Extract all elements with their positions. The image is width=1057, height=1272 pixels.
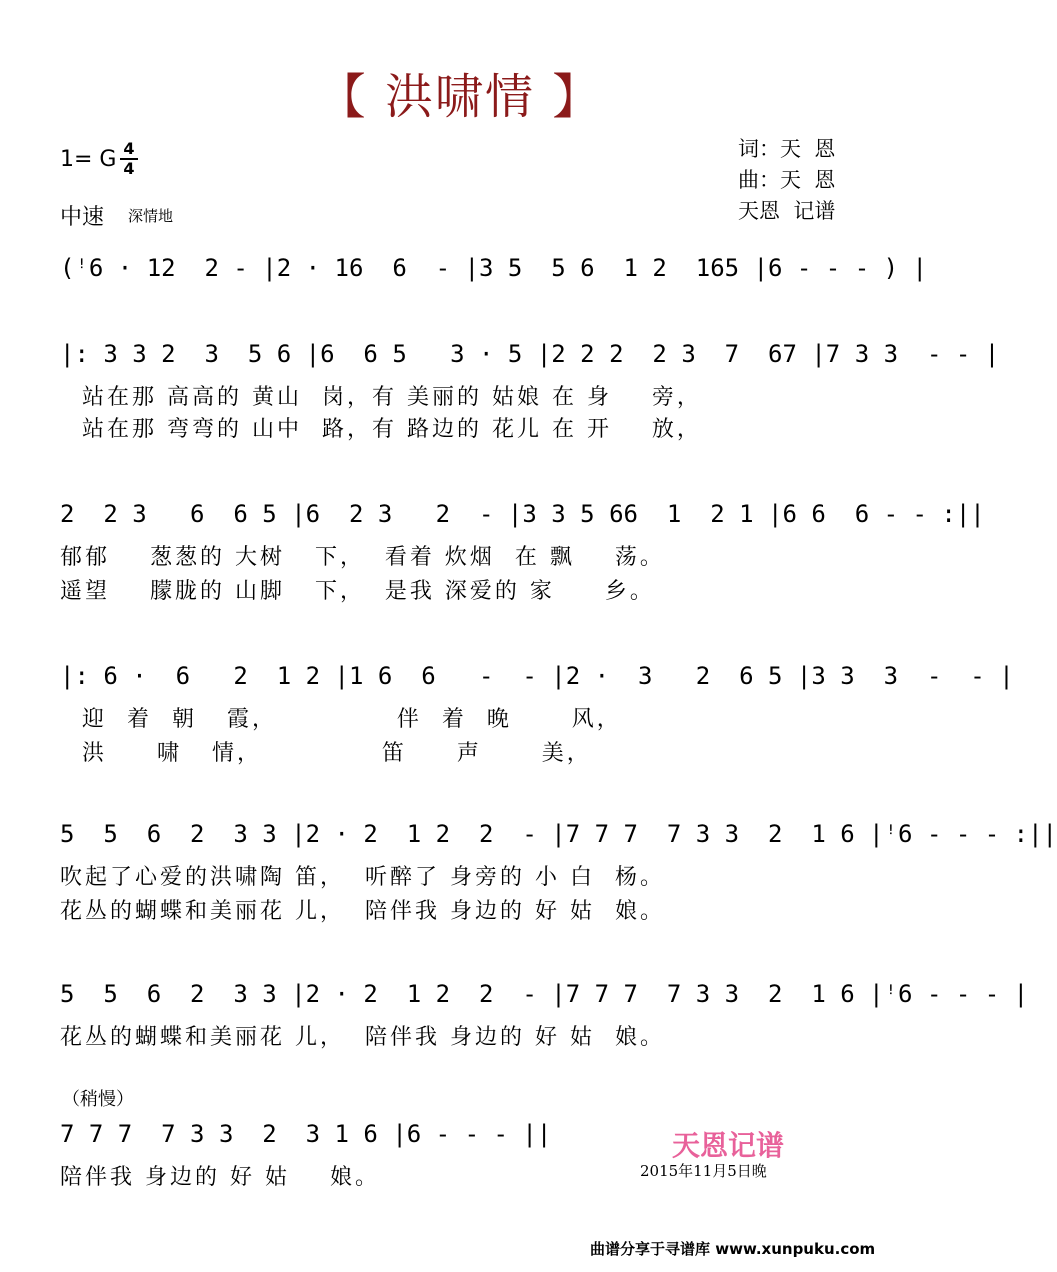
score-row-4 [60,814,1057,854]
transcriber-credit: 天恩 记谱 [738,199,836,223]
credits [738,134,835,227]
source-footer: 曲谱分享于寻谱库 www.xunpuku.com [590,1240,876,1258]
notation-line: 2 2 3 6 6 5 |6 2 3 2 - |3 3 5 66 1 2 1 |6 6 6 - - :|| [60,500,985,528]
score-row-5 [60,974,1029,1014]
score-row-intro [60,248,927,288]
notation-line: (ꜝ6 · 12 2 - |2 · 16 6 - |3 5 5 6 1 2 165 |6 - - - ) | [60,254,927,282]
time-signature [118,140,140,178]
lyric-line: 迎 着 朝 霞， 伴 着 晚 风， [82,707,622,732]
lyric-line: 站在那 高高的 黄山 岗，有 美丽的 姑娘 在 身 旁， [82,385,702,410]
score-row-1 [60,334,1000,374]
time-sig-top: 4 [123,139,135,158]
expression-marking: 深情地 [128,207,174,225]
notation-line: 7 7 7 7 3 3 2 3 1 6 |6 - - - || [60,1120,552,1148]
notation-line: |: 6 · 6 2 1 2 |1 6 6 - - |2 · 3 2 6 5 |3 3 3 - - | [60,662,1014,690]
lyric-line: 花丛的蝴蝶和美丽花 儿， 陪伴我 身边的 好 姑 娘。 [60,899,665,924]
key-signature: 1= G [60,147,117,172]
song-title: 【 洪啸情 】 [317,69,603,125]
tempo-marking: 中速 [60,205,105,230]
notation-line: 5 5 6 2 3 3 |2 · 2 1 2 2 - |7 7 7 7 3 3 2 1 6 |ꜝ6 - - - :|| [60,820,1057,848]
lyricist-credit: 词：天 恩 [738,137,836,161]
lyric-line: 遥望 朦胧的 山脚 下， 是我 深爱的 家 乡。 [60,579,655,604]
lyric-line: 吹起了心爱的洪啸陶 笛， 听醉了 身旁的 小 白 杨。 [60,865,665,890]
lyric-line: 郁郁 葱葱的 大树 下， 看着 炊烟 在 飘 荡。 [60,545,665,570]
score-row-coda [60,1114,552,1154]
lyric-line: 洪 啸 情， 笛 声 美， [82,741,592,766]
lyric-line: 花丛的蝴蝶和美丽花 儿， 陪伴我 身边的 好 姑 娘。 [60,1025,665,1050]
lyric-line: 陪伴我 身边的 好 姑 娘。 [60,1165,380,1190]
time-sig-bottom: 4 [123,159,135,178]
notation-line: 5 5 6 2 3 3 |2 · 2 1 2 2 - |7 7 7 7 3 3 2 1 6 |ꜝ6 - - - | [60,980,1029,1008]
composer-credit: 曲：天 恩 [738,168,836,192]
transcription-date: 2015年11月5日晚 [640,1162,767,1180]
lyric-line: 站在那 弯弯的 山中 路，有 路边的 花儿 在 开 放， [82,417,702,442]
score-row-3 [60,656,1014,696]
notation-line: |: 3 3 2 3 5 6 |6 6 5 3 · 5 |2 2 2 2 3 7 67 |7 3 3 - - | [60,340,1000,368]
tempo-change-marking: （稍慢） [62,1089,134,1110]
transcriber-signature: 天恩记谱 [672,1129,785,1162]
score-row-2 [60,494,985,534]
